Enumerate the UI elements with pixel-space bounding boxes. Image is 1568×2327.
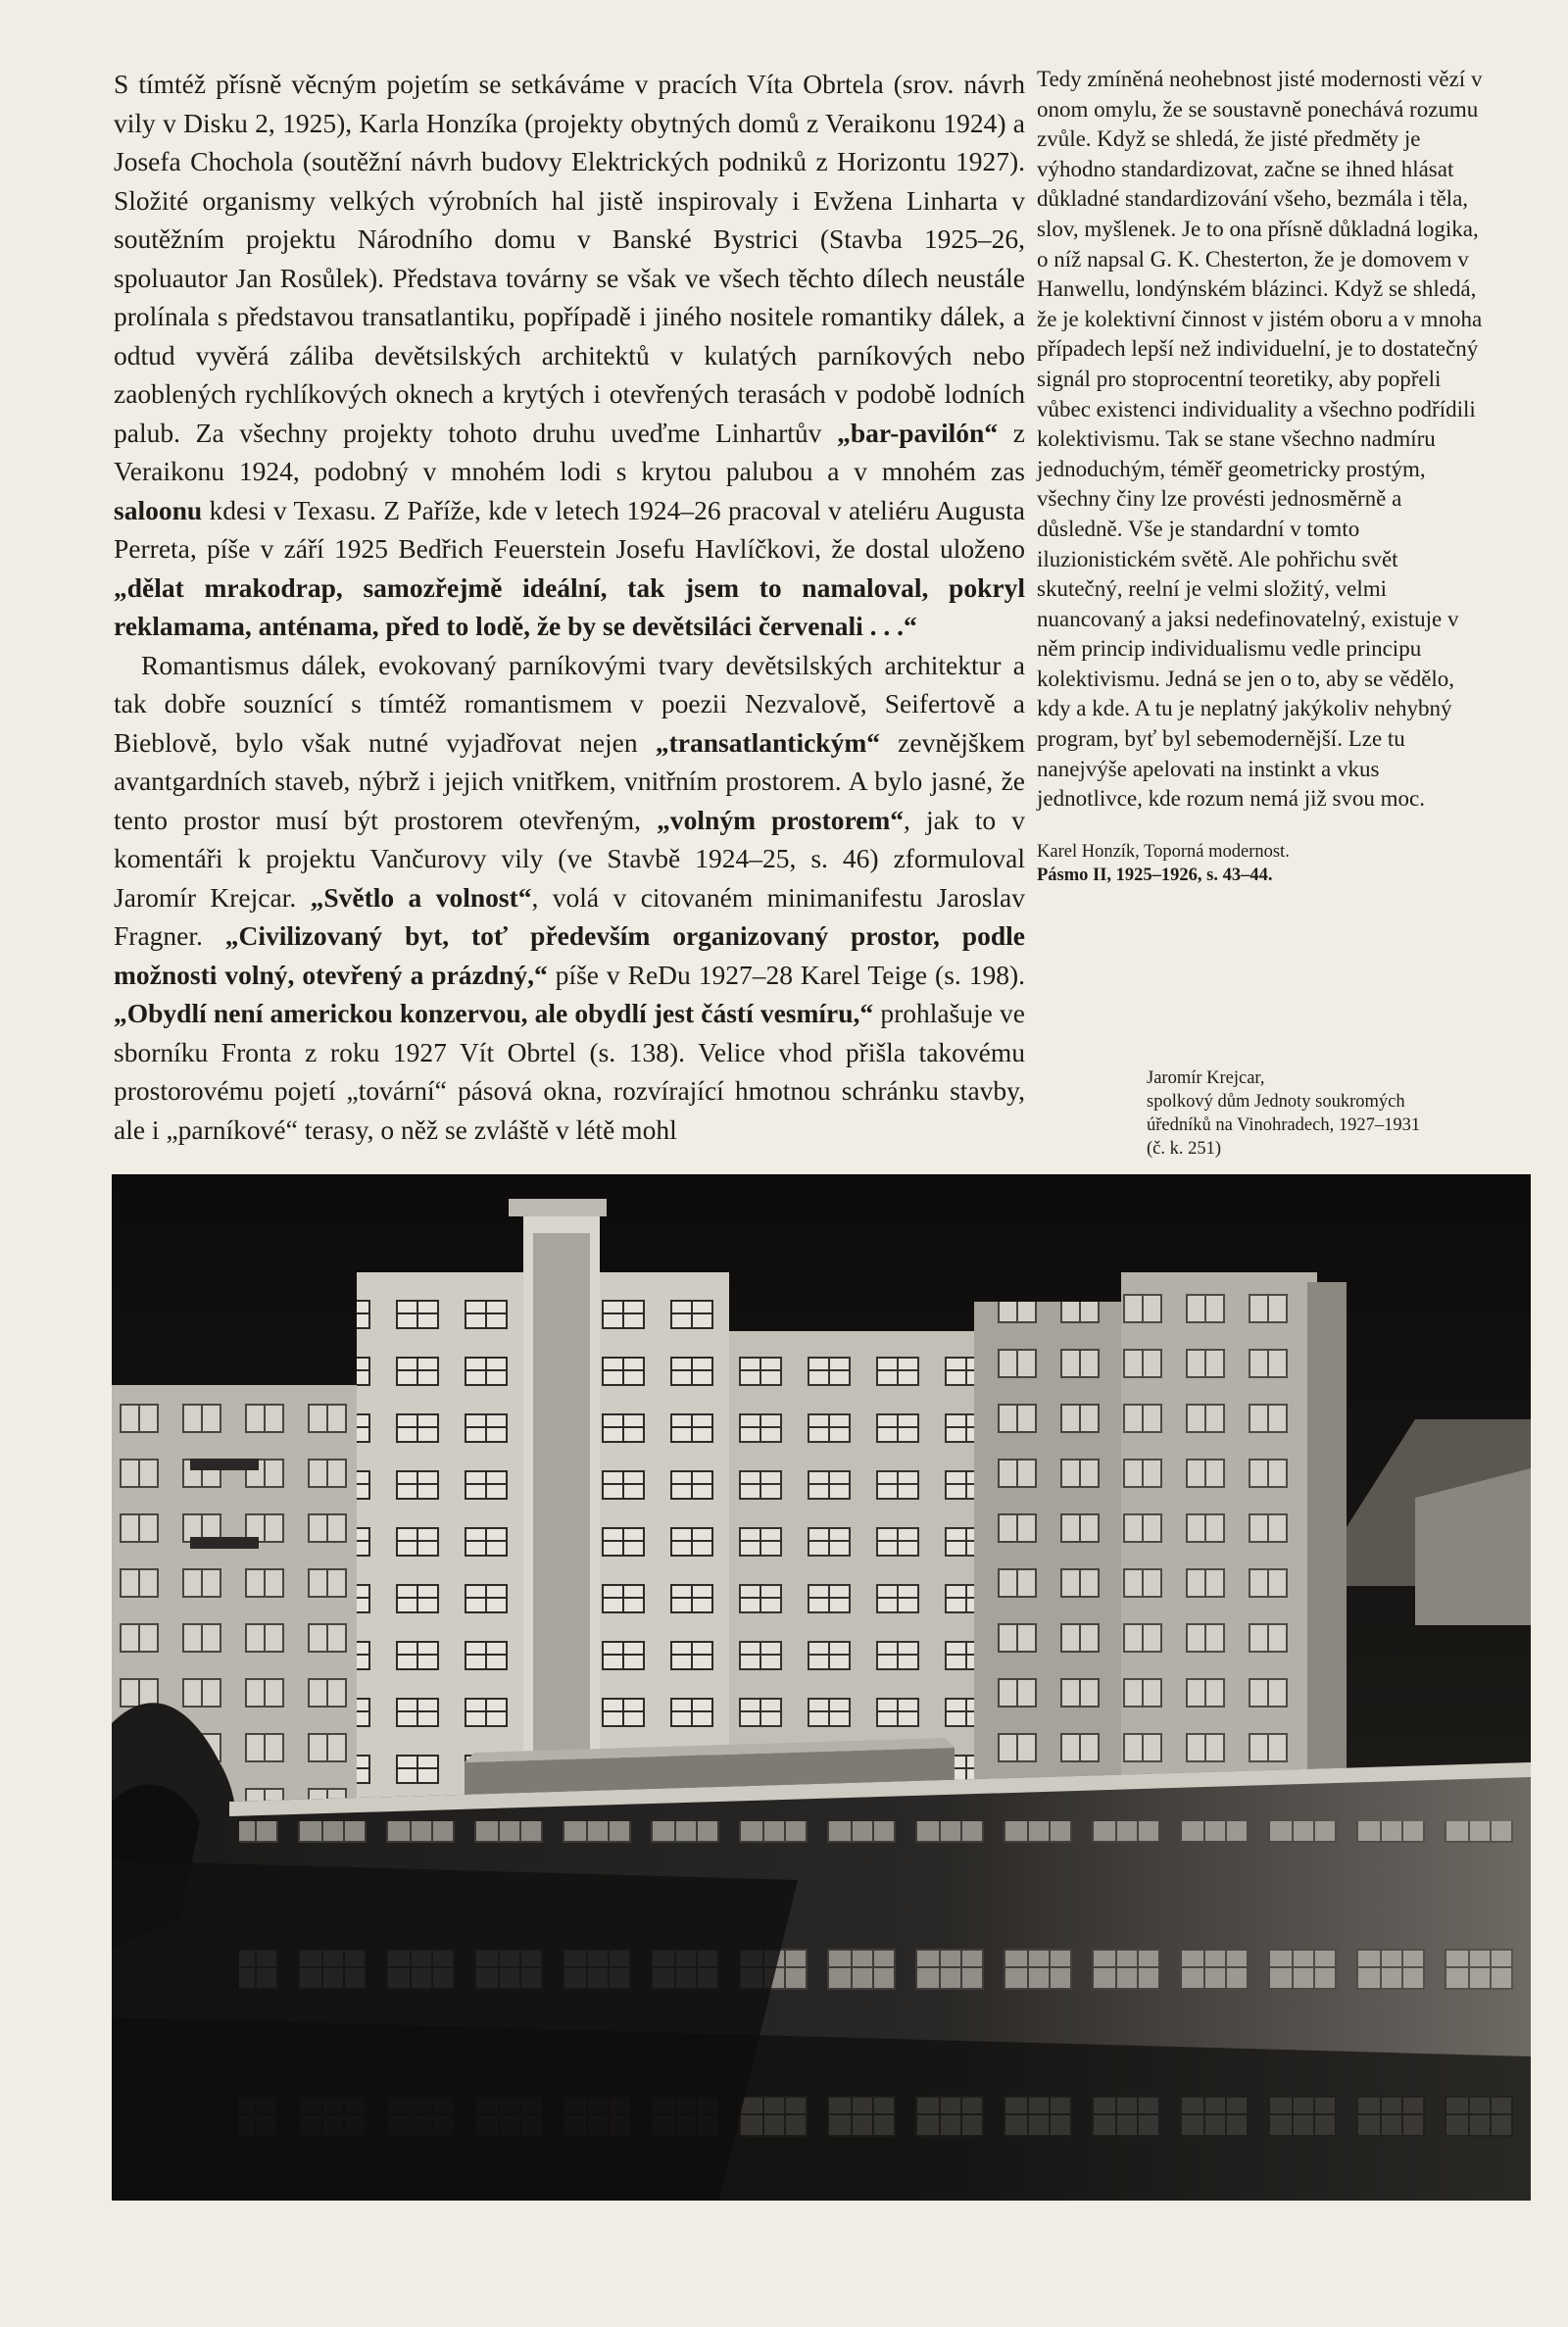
bold-quote: „dělat mrakodrap, samozřejmě ideální, tak jsem to namaloval, pokryl reklamama, anténama, před to lodě, že by se devětsiláci červenali . . .“ bbox=[114, 571, 1025, 641]
text-run: z Veraikonu 1924, podobný v mnohém lodi s krytou palubou a v mnohém zas bbox=[114, 417, 1025, 486]
text-run: zevnějškem avantgardních staveb, nýbrž i jejich vnitřkem, vnitřním prostorem. A bylo jasné, že tento prostor musí být prostorem otevřeným, bbox=[114, 726, 1025, 835]
text-run: S tímtéž přísně věcným pojetím se setkáváme v pracích Víta Obrtela (srov. návrh vily v Disku 2, 1925), Karla Honzíka (projekty obytných domů z Veraikonu 1924) a Josefa Chochola (soutěžní návrh budovy Elektrických podniků z Horizontu 1927). Složité organismy velkých výrobních hal jistě inspirovaly i Evžena Linharta v soutěžním projektu Národního domu v Banské Bystrici (Stavba 1925–26, spoluautor Jan Rosůlek). Představa továrny se však ve všech těchto dílech neustále prolínala s představou transatlantiku, popřípadě i jiného nositele romantiky dálek, a odtud vyvěrá záliba devětsilských architektů v kulatých parníkových nebo zaoblených rychlíkových oknech a krytých i otevřených terasách v podobě lodních palub. Za všechny projekty tohoto druhu uveďme Linhartův bbox=[114, 69, 1025, 448]
text-run: , jak to v komentáři k projektu Vančurovy vily (ve Stavbě 1924–25, s. 46) zformuloval Jaromír Krejcar. bbox=[114, 804, 1025, 913]
bold-quote: „transatlantickým“ bbox=[655, 726, 880, 758]
bold-quote: „volným prostorem“ bbox=[657, 804, 905, 835]
sidebar-quote bbox=[1037, 65, 1488, 815]
source-publication: Pásmo II, 1925–1926, s. 43–44. bbox=[1037, 865, 1273, 885]
side-column bbox=[1037, 65, 1488, 887]
bold-quote: „Světlo a volnost“ bbox=[310, 881, 532, 913]
text-run: píše v ReDu 1927–28 Karel Teige (s. 198). bbox=[547, 959, 1025, 990]
bold-quote: „Obydlí není americkou konzervou, ale obydlí jest částí vesmíru,“ bbox=[114, 998, 874, 1028]
caption-line: úředníků na Vinohradech, 1927–1931 bbox=[1147, 1115, 1421, 1135]
text-run: prohlašuje ve sborníku Fronta z roku 1927 Vít Obrtel (s. 138). Velice vhod přišla takovému prostorovému pojetí „tovární“ pásová okna, rozvírající hmotnou schránku stavby, ale i „parníkové“ terasy, o něž se zvláště v létě mohl bbox=[114, 998, 1025, 1145]
bold-term: saloonu bbox=[114, 494, 203, 525]
quote-text: Tedy zmíněná neohebnost jisté modernosti vězí v onom omylu, že se soustavně ponechává rozumu zvůle. Když se shledá, že jisté předměty je výhodno standardizovat, začne se ihned hlásat důkladné standardizování všeho, bezmála i těla, slov, myšlenek. Je to ona přísně důkladná logika, o níž napsal G. K. Chesterton, že je domovem v Hanwellu, londýnském blázinci. Když se shledá, že je kolektivní činnost v jistém oboru a v mnoha případech lepší než individuelní, je to dostatečný signál pro stoprocentní teoretiky, aby popřeli vůbec existenci individuality a všechno podřídili kolektivismu. Tak se stane všechno nadmíru jednoduchým, téměř geometricky prostým, všechny činy lze provésti jednosměrně a důsledně. Vše je standardní v tomto iluzionistickém světě. Ale pohřichu svět skutečný, reelní je velmi složitý, velmi nuancovaný a jaksi nedefinovatelný, existuje v něm princip individualismu vedle principu kolektivismu. Jedná se jen o to, aby se vědělo, kdy a kde. A tu je neplatný jakýkoliv nehybný program, byť byl sebemodernější. Lze tu nanejvýše apelovati na instinkt a vkus jednotlivce, kde rozum nemá již svou moc. bbox=[1037, 67, 1483, 812]
bold-quote: „bar-pavilón“ bbox=[837, 417, 999, 448]
text-run: Romantismus dálek, evokovaný parníkovými tvary devětsilských architektur a tak dobře souznící s tímtéž romantismem v poezii Nezvalově, Seifertově a Bieblově, bylo však nutné vyjadřovat nejen bbox=[114, 649, 1025, 758]
photo-illustration bbox=[112, 1174, 1531, 2201]
quote-source bbox=[1037, 840, 1488, 887]
caption-line: (č. k. 251) bbox=[1147, 1139, 1222, 1159]
caption-line: spolkový dům Jednoty soukromých bbox=[1147, 1092, 1405, 1112]
building-photograph bbox=[112, 1174, 1531, 2201]
main-paragraph-1 bbox=[114, 65, 1025, 646]
source-author-title: Karel Honzík, Toporná modernost. bbox=[1037, 841, 1290, 862]
main-paragraph-2 bbox=[114, 646, 1025, 1150]
caption-line: Jaromír Krejcar, bbox=[1147, 1068, 1265, 1088]
main-text-column bbox=[114, 65, 1025, 1149]
photo-caption bbox=[1147, 1066, 1519, 1161]
text-run: , volá v citovaném minimanifestu Jaroslav Fragner. bbox=[114, 881, 1026, 951]
text-run: kdesi v Texasu. Z Paříže, kde v letech 1924–26 pracoval v ateliéru Augusta Perreta, píše v září 1925 Bedřich Feuerstein Josefu Havlíčkovi, že dostal uloženo bbox=[114, 494, 1025, 564]
bold-quote: „Civilizovaný byt, toť především organizovaný prostor, podle možnosti volný, otevřený a prázdný,“ bbox=[114, 920, 1025, 990]
